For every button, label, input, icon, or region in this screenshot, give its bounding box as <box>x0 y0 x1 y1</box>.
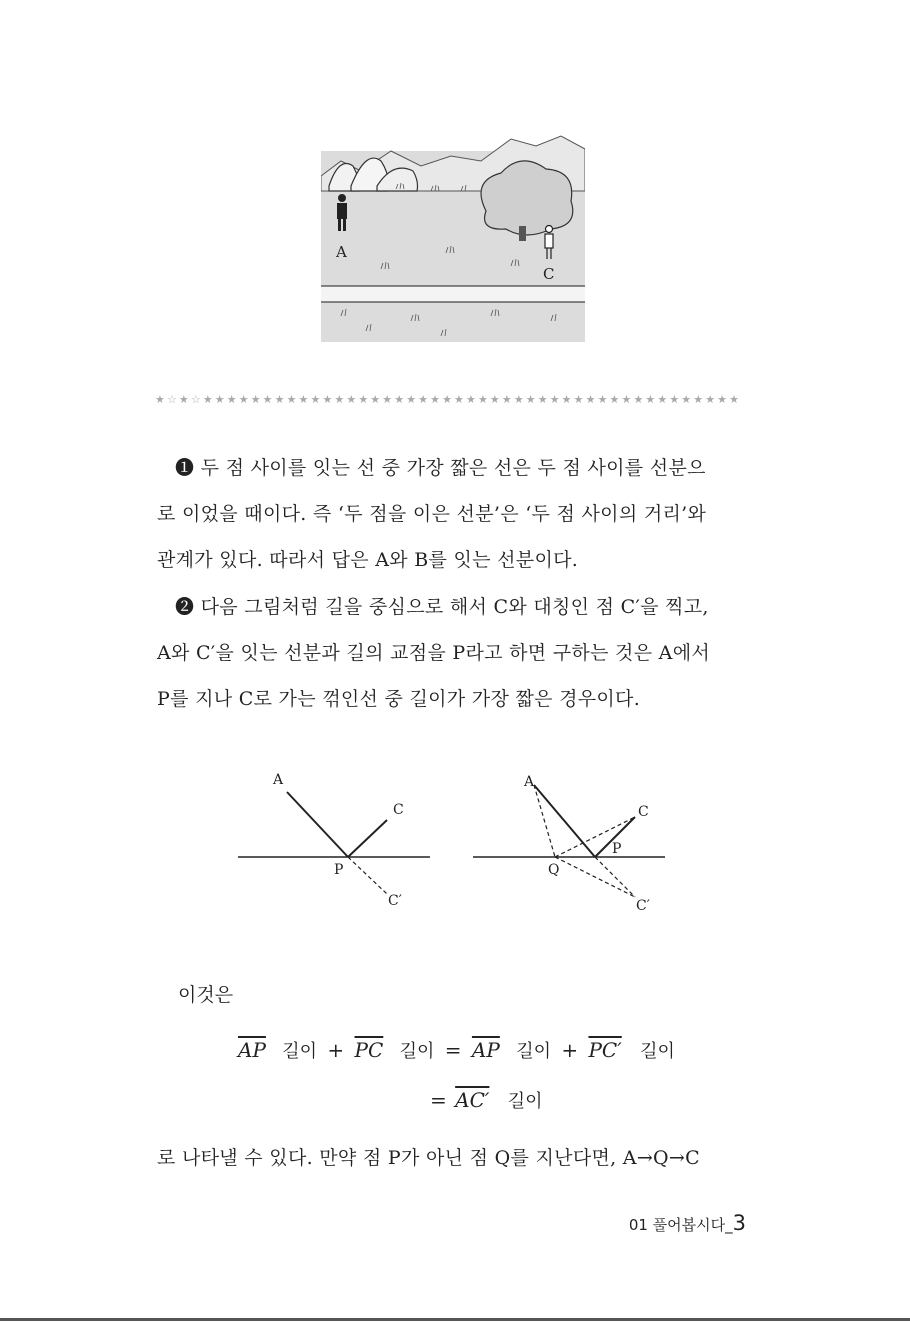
paragraph-2 <box>157 584 749 722</box>
closing-line: 로 나타낼 수 있다. 만약 점 P가 아닌 점 Q를 지난다면, A→Q→C <box>157 1147 700 1169</box>
left-label-c: C <box>393 802 404 818</box>
plus-sign: + <box>327 1038 345 1062</box>
label-a: A <box>336 243 347 261</box>
paragraph-1-line-1: ❶ 두 점 사이를 잇는 선 중 가장 짧은 선은 두 점 사이를 선분으 <box>175 457 706 479</box>
segment-ac-prime: AC′ <box>455 1088 490 1112</box>
left-label-c-prime: C′ <box>388 893 402 909</box>
formula-line-2 <box>430 1087 543 1113</box>
segment-ap: $\overline{AP}$ <box>238 1038 266 1062</box>
paragraph-1-line-2: 로 이었을 때이다. 즉 ‘두 점을 이은 선분’은 ‘두 점 사이의 거리’와 <box>157 503 707 525</box>
segment-ap: $\overline{AP}$ <box>471 1038 500 1062</box>
paragraph-2-line-3: P를 지나 C로 가는 꺾인선 중 길이가 가장 짧은 경우이다. <box>157 688 641 710</box>
equals-sign: = <box>430 1088 447 1112</box>
paragraph-2-line-1: ❷ 다음 그림처럼 길을 중심으로 해서 C와 대칭인 점 C′을 찍고, <box>175 596 709 618</box>
right-label-a: A <box>524 774 535 790</box>
reflection-diagram-left <box>235 770 435 915</box>
label-c: C <box>543 265 555 283</box>
right-label-c: C <box>638 804 649 820</box>
length-word: 길이 <box>399 1041 435 1062</box>
bottom-rule <box>0 1318 910 1321</box>
page-footer <box>629 1211 746 1235</box>
length-word: 길이 <box>507 1091 543 1112</box>
paragraph-1 <box>157 445 749 583</box>
left-label-a: A <box>273 772 284 788</box>
equals-sign: = <box>444 1038 462 1062</box>
length-word: 길이 <box>516 1041 551 1062</box>
left-label-p: P <box>334 862 344 878</box>
right-label-q: Q <box>548 862 560 878</box>
page-number: 3 <box>732 1211 746 1235</box>
paragraph-1-line-3: 관계가 있다. 따라서 답은 A와 B를 잇는 선분이다. <box>157 549 579 571</box>
formula-intro: 이것은 <box>178 984 234 1006</box>
reflection-diagram-right <box>470 770 670 920</box>
park-illustration <box>321 131 585 342</box>
length-word: 길이 <box>640 1041 675 1062</box>
star-divider: ★☆★☆★★★★★★★★★★★★★★★★★★★★★★★★★★★★★★★★★★★★★★★★★★★★★ <box>155 393 742 406</box>
segment-pc: $\overline{PC}$ <box>354 1038 384 1062</box>
formula-line-1 <box>238 1037 675 1063</box>
right-label-p: P <box>612 841 622 857</box>
length-word: 길이 <box>282 1041 318 1062</box>
right-label-c-prime: C′ <box>636 898 650 914</box>
paragraph-2-line-2: A와 C′을 잇는 선분과 길의 교점을 P라고 하면 구하는 것은 A에서 <box>157 642 711 664</box>
segment-pc-prime: PC′ <box>588 1038 622 1062</box>
chapter-label: 01 풀어봅시다_ <box>628 1216 733 1234</box>
plus-sign: + <box>561 1038 579 1062</box>
